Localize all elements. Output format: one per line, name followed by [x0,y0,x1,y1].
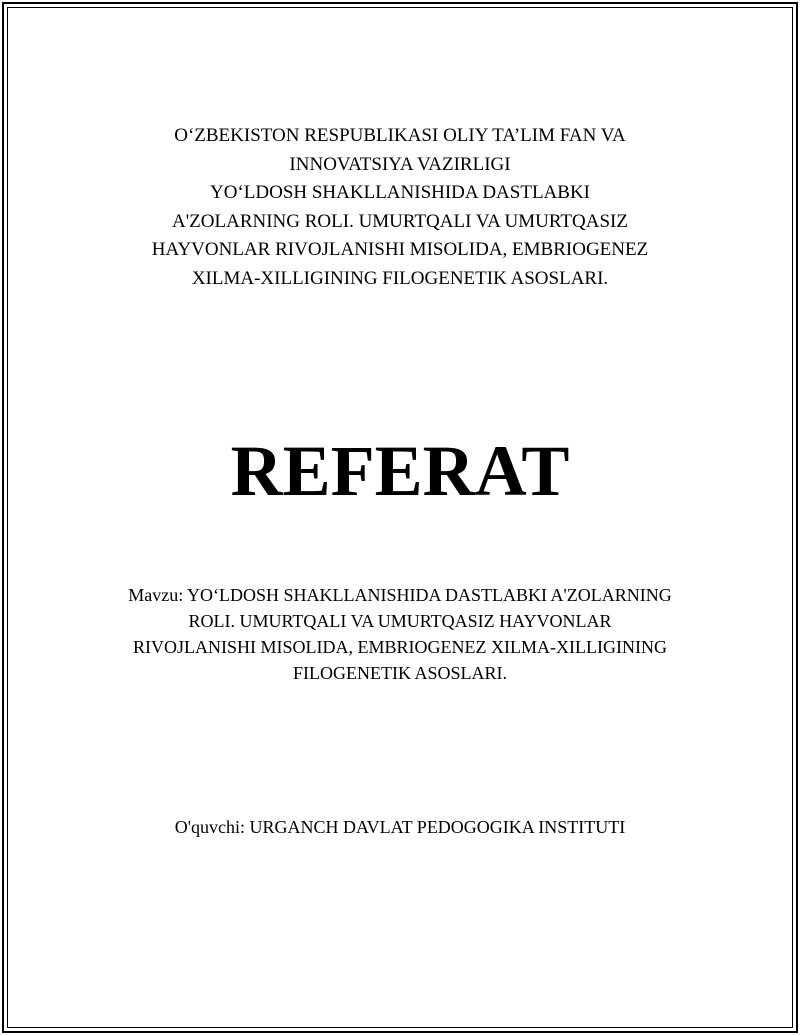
header-line: INNOVATSIYA VAZIRLIGI [289,153,511,175]
header-line: YO‘LDOSH SHAKLLANISHIDA DASTLABKI [210,182,590,203]
document-type-title: REFERAT [230,431,570,511]
header-line: A'ZOLARNING ROLI. UMURTQALI VA UMURTQASIZ [172,210,628,232]
ministry-header [100,122,700,293]
header-line: HAYVONLAR RIVOJLANISHI MISOLIDA, EMBRIOGENEZ [151,239,649,260]
topic-line: FILOGENETIK ASOSLARI. [293,663,507,683]
topic-line: RIVOJLANISHI MISOLIDA, EMBRIOGENEZ XILMA-XILLIGINING [133,637,667,657]
topic-paragraph [100,582,700,686]
header-line: XILMA-XILLIGINING FILOGENETIK ASOSLARI. [191,267,609,289]
student-line: O'quvchi: URGANCH DAVLAT PEDOGOGIKA INSTITUTI [174,817,626,837]
topic-line: Mavzu: YO‘LDOSH SHAKLLANISHIDA DASTLABKI A'ZOLARNING [128,585,672,605]
topic-line: ROLI. UMURTQALI VA UMURTQASIZ HAYVONLAR [188,611,612,631]
header-line: O‘ZBEKISTON RESPUBLIKASI OLIY TA’LIM FAN VA [174,125,626,146]
